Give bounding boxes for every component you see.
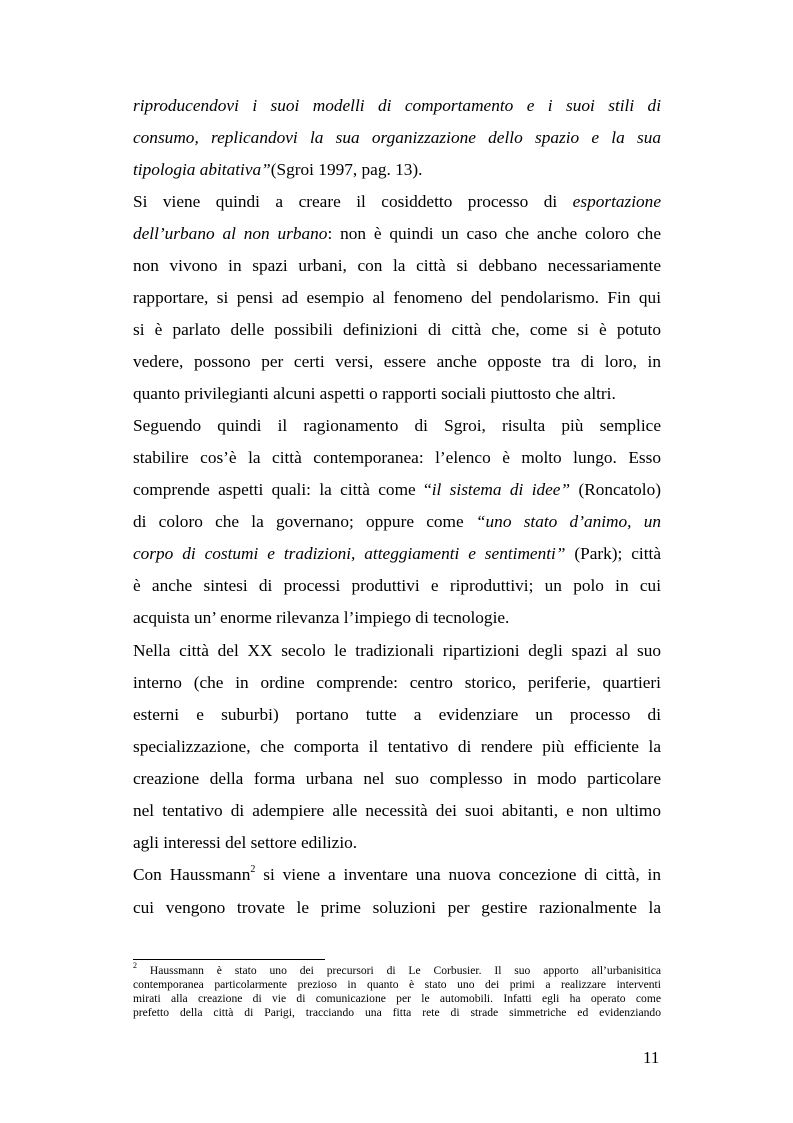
text-span: (Park); città: [565, 544, 662, 563]
text-span: (Roncatolo): [570, 480, 661, 499]
text-span: Con Haussmann: [133, 865, 251, 884]
footnote-marker: 2: [250, 864, 256, 876]
text-span: Haussmann è stato uno dei precursori di Le Corbusier. Il suo apporto all’urbanisitica: [137, 964, 661, 977]
footnote-line: [133, 977, 661, 992]
italic-text: consumo, replicandovi la sua organizzazione dello spazio e la sua: [133, 128, 661, 147]
body-line: [133, 128, 661, 148]
text-span: non vivono in spazi urbani, con la città si debbano necessariamente: [133, 256, 661, 275]
italic-text: esportazione: [572, 192, 661, 211]
italic-text: dell’urbano al non urbano: [133, 224, 328, 243]
text-span: specializzazione, che comporta il tentativo di rendere più efficiente la: [133, 737, 661, 756]
text-span: cui vengono trovate le prime soluzioni per gestire razionalmente la: [133, 898, 661, 917]
text-span: comprende aspetti quali: la città come “: [133, 480, 432, 499]
body-line: [133, 256, 661, 276]
text-span: Nella città del XX secolo le tradizionali ripartizioni degli spazi al suo: [133, 641, 661, 660]
body-line: [133, 352, 661, 372]
body-line: [133, 96, 661, 116]
text-span: nel tentativo di adempiere alle necessità dei suoi abitanti, e non ultimo: [133, 801, 661, 820]
text-span: esterni e suburbi) portano tutte a evidenziare un processo di: [133, 705, 661, 724]
body-line: [133, 384, 661, 404]
body-line: [133, 898, 661, 918]
footnote-line: [133, 963, 661, 978]
italic-text: corpo di costumi e tradizioni, atteggiamenti e sentimenti”: [133, 544, 566, 563]
body-line: [133, 480, 661, 500]
italic-text: riproducendovi i suoi modelli di comportamento e i suoi stili di: [133, 96, 661, 115]
text-span: contemporanea particolarmente prezioso in quanto è stato uno dei primi a realizzare interventi: [133, 978, 661, 991]
body-line: [133, 801, 661, 821]
italic-text: il sistema di idee”: [431, 480, 571, 499]
body-line: [133, 641, 661, 661]
text-span: Si viene quindi a creare il cosiddetto processo di: [133, 192, 573, 211]
text-span: : non è quindi un caso che anche coloro che: [327, 224, 661, 243]
footnote-line: [133, 1005, 661, 1020]
body-line: [133, 865, 661, 885]
page-number: 11: [643, 1048, 660, 1067]
body-line: [133, 192, 661, 212]
body-line: [133, 224, 661, 244]
body-line: [133, 737, 661, 757]
text-span: si è parlato delle possibili definizioni di città che, come si è potuto: [133, 320, 661, 339]
text-span: rapportare, si pensi ad esempio al fenomeno del pendolarismo. Fin qui: [133, 288, 661, 307]
text-span: creazione della forma urbana nel suo complesso in modo particolare: [133, 769, 661, 788]
body-line: [133, 288, 661, 308]
italic-text: tipologia abitativa”: [133, 160, 271, 179]
text-span: si viene a inventare una nuova concezione di città, in: [255, 865, 662, 884]
footnote-marker: 2: [133, 961, 137, 971]
italic-text: “uno stato d’animo, un: [475, 512, 661, 531]
text-span: stabilire cos’è la città contemporanea: l’elenco è molto lungo. Esso: [133, 448, 661, 467]
body-line: [133, 512, 661, 532]
text-span: è anche sintesi di processi produttivi e riproduttivi; un polo in cui: [133, 576, 661, 595]
footnote-separator: [133, 959, 325, 960]
text-span: di coloro che la governano; oppure come: [133, 512, 476, 531]
text-span: quanto privilegianti alcuni aspetti o rapporti sociali piuttosto che altri.: [133, 384, 616, 403]
body-line: [133, 769, 661, 789]
text-span: agli interessi del settore edilizio.: [133, 833, 358, 852]
body-line: [133, 448, 661, 468]
text-span: (Sgroi 1997, pag. 13).: [270, 160, 423, 179]
text-span: mirati alla creazione di vie di comunicazione per le automobili. Infatti egli ha operato come: [133, 992, 661, 1005]
body-line: [133, 160, 661, 180]
body-line: [133, 673, 661, 693]
footnote-line: [133, 991, 661, 1006]
body-line: [133, 833, 661, 853]
body-line: [133, 576, 661, 596]
text-span: prefetto della città di Parigi, tracciando una fitta rete di strade simmetriche ed evidenziando: [133, 1006, 661, 1019]
text-span: acquista un’ enorme rilevanza l’impiego di tecnologie.: [133, 608, 510, 627]
text-span: Seguendo quindi il ragionamento di Sgroi, risulta più semplice: [133, 416, 661, 435]
text-span: interno (che in ordine comprende: centro storico, periferie, quartieri: [133, 673, 661, 692]
text-span: vedere, possono per certi versi, essere anche opposte tra di loro, in: [133, 352, 661, 371]
body-line: [133, 608, 661, 628]
body-line: [133, 416, 661, 436]
body-line: [133, 320, 661, 340]
body-line: [133, 705, 661, 725]
body-line: [133, 544, 661, 564]
